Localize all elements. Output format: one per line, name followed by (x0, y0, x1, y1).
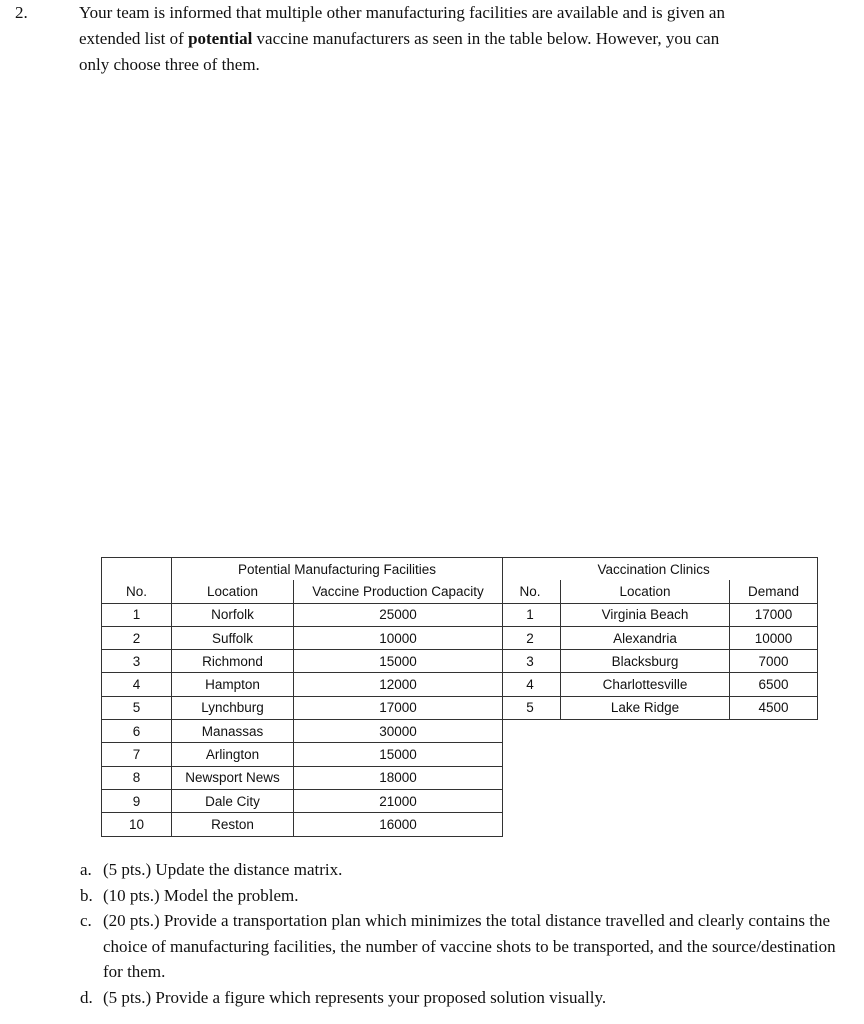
manufacturing-cell-location: Norfolk (172, 603, 294, 626)
clinics-title-spacer (500, 558, 561, 581)
clinics-cell-demand: 17000 (730, 603, 818, 626)
manufacturing-row (102, 650, 503, 673)
manufacturing-table (101, 557, 503, 837)
manufacturing-row (102, 603, 503, 626)
manufacturing-row (102, 813, 503, 836)
part-text: (10 pts.) Model the problem. (103, 885, 299, 905)
clinics-title-row (500, 558, 818, 581)
manufacturing-cell-capacity: 10000 (294, 626, 503, 649)
manufacturing-cell-no: 4 (102, 673, 172, 696)
manufacturing-cell-location: Manassas (172, 720, 294, 743)
clinics-header-row (500, 580, 818, 603)
intro-line-1: Your team is informed that multiple other manufacturing facilities are available and is given an (79, 3, 725, 22)
manufacturing-header-row (102, 580, 503, 603)
manufacturing-cell-location: Suffolk (172, 626, 294, 649)
manufacturing-cell-location: Lynchburg (172, 696, 294, 719)
clinics-cell-no: 3 (500, 650, 561, 673)
question-number: 2. (15, 3, 28, 22)
clinics-header-no: No. (500, 580, 561, 603)
clinics-row (500, 650, 818, 673)
clinics-cell-no: 2 (500, 626, 561, 649)
part-text: (20 pts.) Provide a transportation plan which minimizes the total distance travelled and clearly contains the choice of manufacturing facilities, the number of vaccine shots to be transported, and the source/destination for them. (103, 911, 836, 981)
clinics-row (500, 673, 818, 696)
manufacturing-table-title: Potential Manufacturing Facilities (237, 561, 437, 577)
clinics-cell-demand: 4500 (730, 696, 818, 719)
clinics-row (500, 696, 818, 719)
question-part (80, 908, 850, 985)
manufacturing-cell-capacity: 12000 (294, 673, 503, 696)
intro-bold-potential: potential (188, 29, 253, 48)
manufacturing-cell-location: Arlington (172, 743, 294, 766)
manufacturing-row (102, 720, 503, 743)
manufacturing-cell-capacity: 15000 (294, 743, 503, 766)
clinics-row (500, 626, 818, 649)
intro-line-2 (79, 26, 839, 52)
part-letter: d. (80, 987, 93, 1007)
part-text: (5 pts.) Provide a figure which represents your proposed solution visually. (103, 987, 607, 1007)
manufacturing-header-capacity: Vaccine Production Capacity (312, 583, 484, 599)
question-part (80, 857, 850, 883)
part-letter: c. (80, 911, 92, 930)
clinics-cell-no: 5 (500, 696, 561, 719)
manufacturing-cell-capacity: 30000 (294, 720, 503, 743)
manufacturing-cell-capacity: 16000 (294, 813, 503, 836)
manufacturing-cell-no: 1 (102, 603, 172, 626)
clinics-cell-demand: 7000 (730, 650, 818, 673)
clinics-cell-location: Charlottesville (561, 673, 730, 696)
part-letter: b. (80, 885, 93, 905)
clinics-cell-location: Virginia Beach (561, 603, 730, 626)
manufacturing-cell-no: 3 (102, 650, 172, 673)
manufacturing-row (102, 743, 503, 766)
clinics-cell-demand: 6500 (730, 673, 818, 696)
clinics-cell-location: Lake Ridge (561, 696, 730, 719)
manufacturing-row (102, 673, 503, 696)
manufacturing-cell-location: Dale City (172, 789, 294, 812)
part-letter: a. (80, 860, 92, 879)
intro-line-3: only choose three of them. (79, 55, 260, 74)
clinics-row (500, 603, 818, 626)
manufacturing-row (102, 766, 503, 789)
manufacturing-header-no: No. (102, 580, 172, 603)
clinics-table-title: Vaccination Clinics (597, 561, 710, 577)
manufacturing-cell-capacity: 25000 (294, 603, 503, 626)
manufacturing-title-spacer (102, 558, 172, 581)
manufacturing-cell-no: 7 (102, 743, 172, 766)
manufacturing-header-location: Location (172, 580, 294, 603)
manufacturing-cell-no: 6 (102, 720, 172, 743)
clinics-cell-location: Alexandria (561, 626, 730, 649)
clinics-cell-no: 4 (500, 673, 561, 696)
manufacturing-cell-location: Newsport News (172, 766, 294, 789)
question-intro (79, 0, 839, 78)
clinics-cell-no: 1 (500, 603, 561, 626)
manufacturing-cell-location: Richmond (172, 650, 294, 673)
manufacturing-cell-no: 5 (102, 696, 172, 719)
manufacturing-cell-capacity: 18000 (294, 766, 503, 789)
manufacturing-cell-capacity: 15000 (294, 650, 503, 673)
manufacturing-row (102, 789, 503, 812)
question-parts (80, 857, 850, 1010)
manufacturing-cell-capacity: 21000 (294, 789, 503, 812)
manufacturing-title-row (102, 558, 503, 581)
manufacturing-cell-no: 9 (102, 789, 172, 812)
manufacturing-row (102, 696, 503, 719)
clinics-cell-location: Blacksburg (561, 650, 730, 673)
intro-line-2-start: extended list of (79, 29, 189, 48)
question-part (80, 883, 850, 909)
question-part (80, 985, 850, 1011)
clinics-table (500, 557, 818, 720)
manufacturing-cell-capacity: 17000 (294, 696, 503, 719)
manufacturing-cell-no: 8 (102, 766, 172, 789)
clinics-header-demand: Demand (747, 583, 800, 599)
manufacturing-row (102, 626, 503, 649)
manufacturing-cell-location: Reston (172, 813, 294, 836)
clinics-header-location: Location (561, 580, 730, 603)
intro-line-2-end: vaccine manufacturers as seen in the table below. However, you can (252, 29, 720, 48)
part-text: (5 pts.) Update the distance matrix. (103, 860, 343, 879)
manufacturing-cell-location: Hampton (172, 673, 294, 696)
manufacturing-cell-no: 2 (102, 626, 172, 649)
manufacturing-cell-no: 10 (102, 813, 172, 836)
clinics-cell-demand: 10000 (730, 626, 818, 649)
